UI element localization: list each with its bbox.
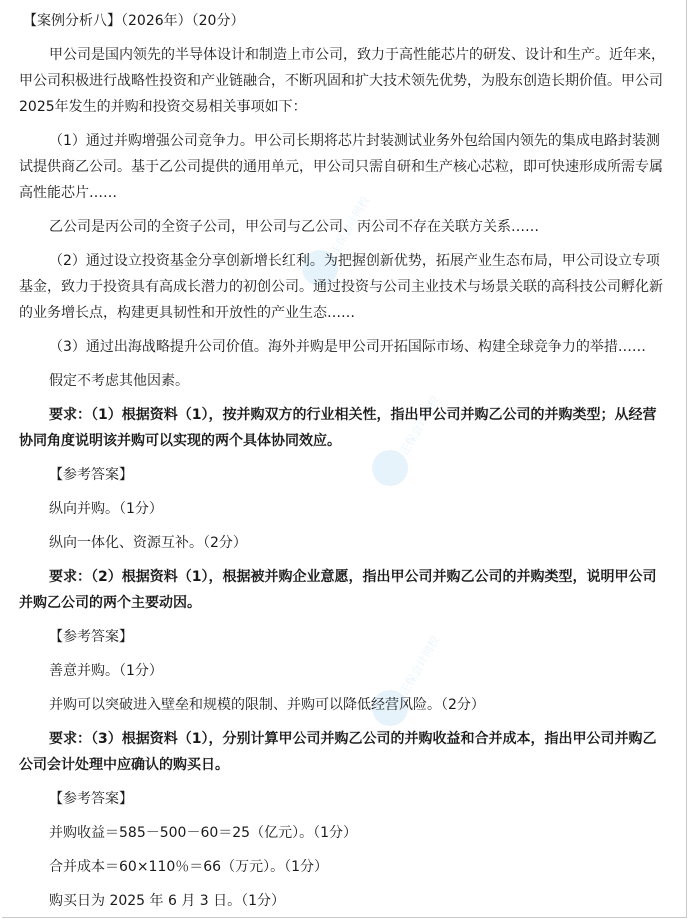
case-title: 【案例分析八】（2026年）（20分） (23, 13, 245, 29)
question-1: 要求：（1）根据资料（1），按并购双方的行业相关性，指出甲公司并购乙公司的并购类型；从经营协同角度说明该并购可以实现的两个具体协同效应。 (19, 407, 657, 449)
watermark-text: 正保会计网校 (397, 393, 442, 458)
answer-label-2: 【参考答案】 (49, 629, 133, 645)
paragraph-item-2: （2）通过设立投资基金分享创新增长红利。为把握创新优势，拓展产业生态布局，甲公司设立专项基金，致力于投资具有高成长潜力的初创公司。通过投资与公司主业技术与场景关联的高科技公司孵化新的业务增长点，构建更具韧性和开放性的产业生态…… (19, 253, 663, 321)
answer-3-line-1: 并购收益＝585－500－60＝25（亿元）。（1分） (49, 825, 357, 841)
paragraph-item-3: （3）通过出海战略提升公司价值。海外并购是甲公司开拓国际市场、构建全球竞争力的举措…… (49, 339, 646, 355)
answer-label-1: 【参考答案】 (49, 467, 133, 483)
paragraph-intro: 甲公司是国内领先的半导体设计和制造上市公司，致力于高性能芯片的研发、设计和生产。近年来，甲公司积极进行战略性投资和产业链融合，不断巩固和扩大技术领先优势，为股东创造长期价值。甲公司2025年发生的并购和投资交易相关事项如下： (19, 47, 665, 115)
watermark-text: 正保会计网校 (397, 633, 442, 698)
answer-3-line-3: 购买日为 2025 年 6 月 3 日。（1分） (49, 893, 286, 909)
answer-1-line-2: 纵向一体化、资源互补。（2分） (49, 535, 247, 551)
answer-3-line-2: 合并成本＝60×110％＝66（万元）。（1分） (49, 859, 328, 875)
answer-label-3: 【参考答案】 (49, 791, 133, 807)
answer-2-line-2: 并购可以突破进入壁垒和规模的限制、并购可以降低经营风险。（2分） (49, 697, 485, 713)
document-body (19, 8, 669, 914)
paragraph-related-party: 乙公司是丙公司的全资子公司，甲公司与乙公司、丙公司不存在关联方关系…… (49, 219, 539, 235)
paragraph-assumption: 假定不考虑其他因素。 (49, 373, 189, 389)
answer-1-line-1: 纵向并购。（1分） (49, 501, 163, 517)
watermark-text: 正保会计网校 (327, 193, 372, 258)
answer-2-line-1: 善意并购。（1分） (49, 663, 163, 679)
paragraph-item-1: （1）通过并购增强公司竞争力。甲公司长期将芯片封装测试业务外包给国内领先的集成电路封装测试提供商乙公司。基于乙公司提供的通用单元，甲公司只需自研和生产核心芯粒，即可快速形成所需专属高性能芯片…… (19, 133, 663, 201)
question-3: 要求：（3）根据资料（1），分别计算甲公司并购乙公司的并购收益和合并成本，指出甲公司并购乙公司会计处理中应确认的购买日。 (19, 731, 657, 773)
question-2: 要求：（2）根据资料（1），根据被并购企业意愿，指出甲公司并购乙公司的并购类型，说明甲公司并购乙公司的两个主要动因。 (19, 569, 657, 611)
